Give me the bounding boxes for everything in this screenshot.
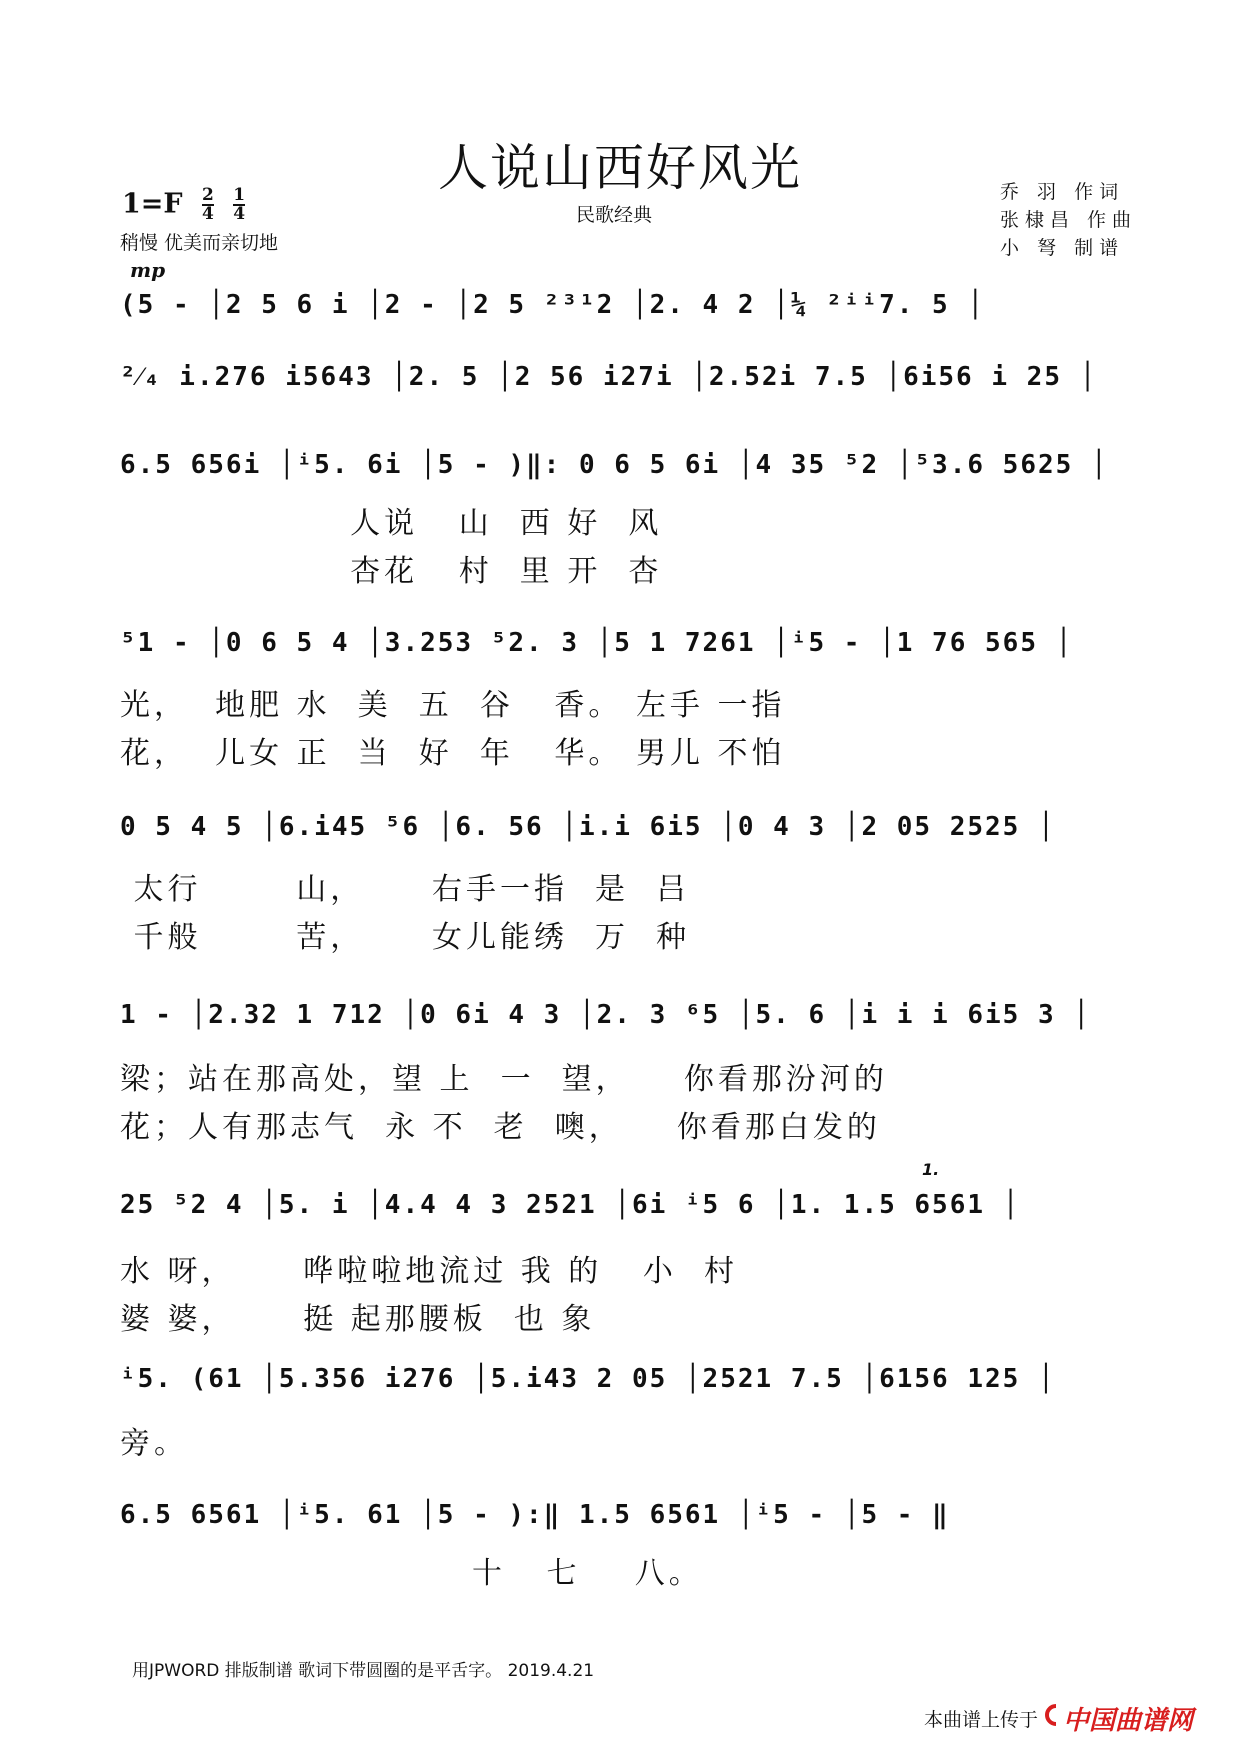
notes-line: ⁱ5. (61 │5.356 i276 │5.i43 2 05 │2521 7.5 │6156 125 │: [120, 1364, 1056, 1394]
lyricist-credit: 乔 羽 作词: [1000, 181, 1125, 203]
lyric-verse-2: 杏花 村 里 开 杏: [120, 554, 663, 589]
upload-note: 本曲谱上传于: [924, 1709, 1039, 1731]
volta-marker: 1.: [922, 1160, 940, 1179]
notes-line: 0 5 4 5 │6.i45 ⁵6 │6. 56 │i.i 6i5 │0 4 3 │2 05 2525 │: [120, 812, 1056, 842]
lyric-verse-2: 婆 婆， 挺 起那腰板 也 象: [120, 1302, 596, 1337]
time-signature-2: $\frac{1}{4}$: [233, 185, 246, 224]
notes-line: 25 ⁵2 4 │5. i │4.4 4 3 2521 │6i ⁱ5 6 │1. 1.5 6561 │: [120, 1190, 1021, 1220]
system-2: [120, 362, 1126, 406]
subtitle: 民歌经典: [576, 204, 653, 226]
song-title: 人说山西好风光: [438, 139, 802, 197]
notes-line: 6.5 656i │ⁱ5. 6i │5 - )‖: 0 6 5 6i │4 35 ⁵2 │⁵3.6 5625 │: [120, 450, 1109, 480]
notes-line: ⁵1 - │0 6 5 4 │3.253 ⁵2. 3 │5 1 7261 │ⁱ5 - │1 76 565 │: [120, 628, 1074, 658]
lyric-verse-2: 花， 儿女 正 当 好 年 华。 男儿 不怕: [120, 736, 786, 771]
lyric-verse-2: 千般 苦， 女儿能绣 万 种: [120, 920, 691, 955]
key-signature: [122, 185, 246, 224]
system-6: [120, 1000, 1126, 1044]
lyric-verse-1: 人说 山 西 好 风: [120, 506, 663, 541]
lyric-verse-1: 梁；站在那高处，望 上 一 望， 你看那汾河的: [120, 1062, 888, 1097]
composer-credit: 张棣昌 作曲: [1000, 209, 1138, 231]
lyric-verse-1: 水 呀， 哗啦啦地流过 我 的 小 村: [120, 1254, 738, 1289]
lyric-verse-1: 十 七 八。: [120, 1556, 703, 1591]
system-3: [120, 450, 1126, 494]
lyric-verse-1: 旁。: [120, 1426, 188, 1461]
system-4: [120, 628, 1126, 672]
system-9: [120, 1500, 1126, 1544]
lyric-verse-1: 太行 山， 右手一指 是 吕: [120, 872, 691, 907]
key-label: 1=F: [122, 188, 183, 220]
time-signature-1: $\frac{2}{4}$: [202, 185, 214, 224]
system-8: [120, 1364, 1126, 1408]
site-logo-icon: [1040, 1702, 1060, 1728]
dynamic-marking: mp: [130, 258, 166, 282]
notes-line: (5 - │2 5 6 i │2 - │2 5 ²³¹2 │2. 4 2 │¼ ²ⁱⁱ7. 5 │: [120, 290, 986, 320]
transcriber-credit: 小 弩 制谱: [1000, 237, 1125, 259]
site-logo-text: 中国曲谱网: [1063, 1706, 1194, 1736]
footer-note: 用JPWORD 排版制谱 歌词下带圆圈的是平舌字。 2019.4.21: [132, 1661, 595, 1681]
system-1: [120, 290, 1126, 334]
lyric-verse-2: 花；人有那志气 永 不 老 噢， 你看那白发的: [120, 1110, 881, 1145]
notes-line: 1 - │2.32 1 712 │0 6i 4 3 │2. 3 ⁶5 │5. 6 │i i i 6i5 3 │: [120, 1000, 1091, 1030]
lyric-verse-1: 光， 地肥 水 美 五 谷 香。 左手 一指: [120, 688, 786, 723]
tempo-marking: 稍慢 优美而亲切地: [120, 232, 279, 254]
system-7: [120, 1190, 1126, 1234]
notes-line: ²⁄₄ i.276 i5643 │2. 5 │2 56 i27i │2.52i 7.5 │6i56 i 25 │: [120, 362, 1098, 392]
system-5: [120, 812, 1126, 856]
credits: [1000, 178, 1137, 262]
notes-line: 6.5 6561 │ⁱ5. 61 │5 - ):‖ 1.5 6561 │ⁱ5 - │5 - ‖: [120, 1500, 950, 1530]
